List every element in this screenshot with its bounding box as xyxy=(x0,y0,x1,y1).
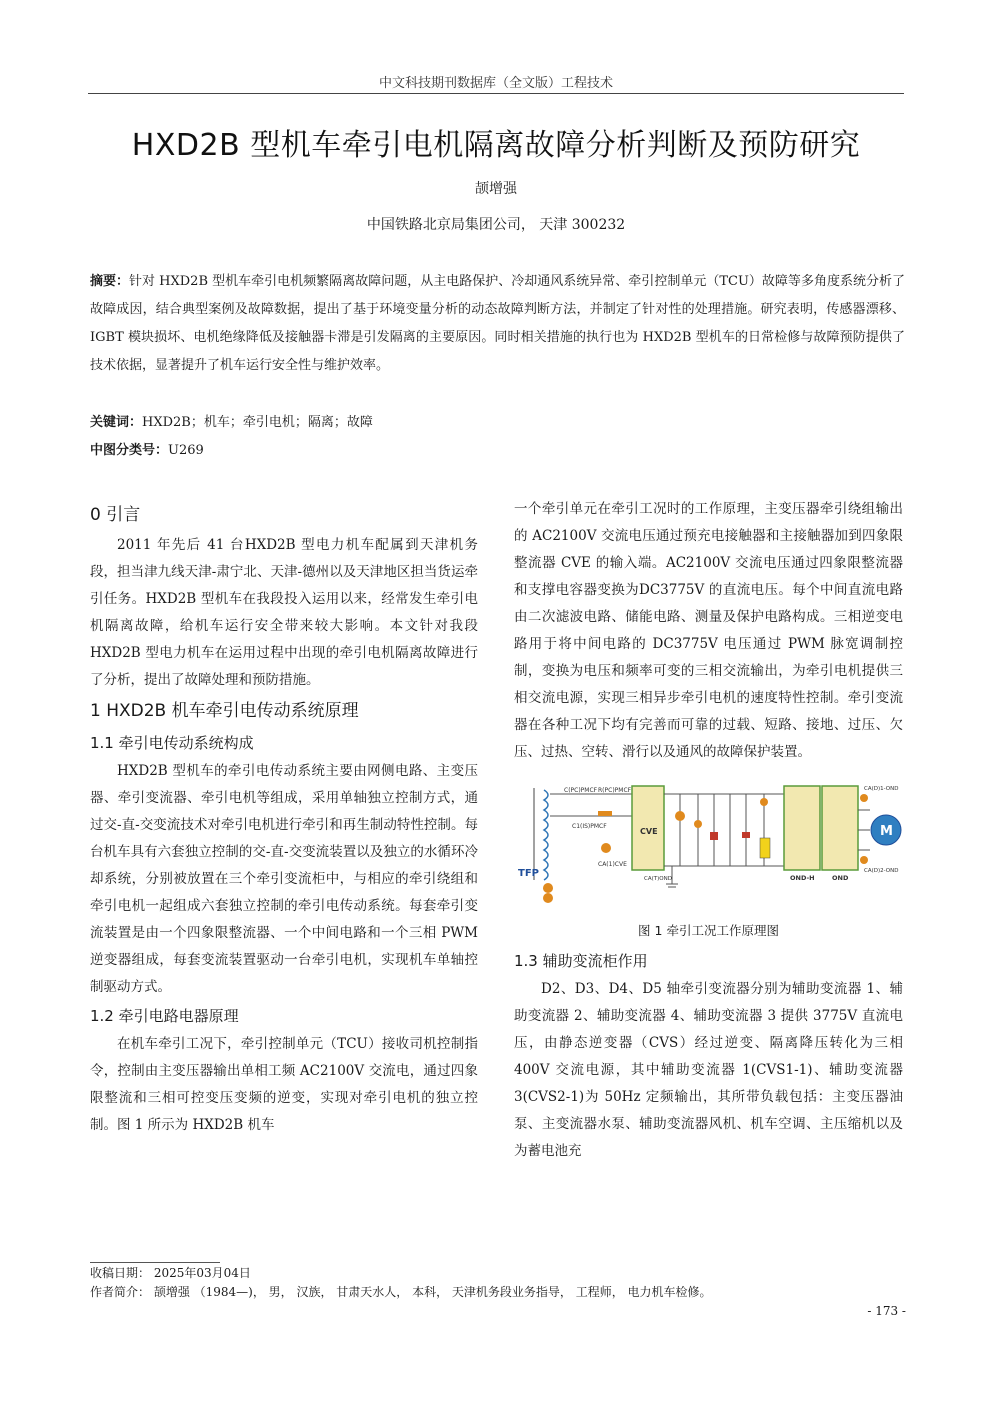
section-1-2-paragraph-continued: 一个牵引单元在牵引工况时的工作原理，主变压器牵引绕组输出的 AC2100V 交流电压通过预充电接触器和主接触器加到四象限整流器 CVE 的输入端。AC2100V 交流电压通过四象限整流器和支撑电容器变换为DC3775V 的直流电压。每个中间直流电路由二次滤波电路、储能电路、测量及保护电路构成。三相逆变电路用于将中间电路的 DC3775V 电压通过 PWM 脉宽调制控制，变换为电压和频率可变的三相交流输出，为牵引电机提供三相交流电源，实现三相异步牵引电机的速度特性控制。牵引变流器在各种工况下均有完善而可靠的过载、短路、接地、过压、欠压、过热、空转、滑行以及通风的故障保护装置。 xyxy=(514,501,903,760)
circuit-diagram xyxy=(514,780,903,912)
sensor-tfp-2 xyxy=(543,893,553,903)
cadt-label: CA(T)OND xyxy=(644,876,672,882)
sensor-motor-2 xyxy=(860,856,868,864)
ond-h-label: OND-H xyxy=(790,874,815,882)
keywords-text: HXD2B；机车；牵引电机；隔离；故障 xyxy=(142,415,373,430)
capacitor-2 xyxy=(742,832,750,838)
section-1-3-paragraph: D2、D3、D4、D5 轴牵引变流器分别为辅助变流器 1、辅助变流器 2、辅助变流器 4、辅助变流器 3 提供 3775V 直流电压，由静态逆变器（CVS）经过逆变、隔离降压转化为三相 400V 交流电源，其中辅助变流器 1(CVS1-1)、辅助变流器 3(CVS2-1)为 50Hz 定频输出，其所带负载包括：主变压器油泵、主变流器水泵、辅助变流器风机、机车空调、主压缩机以及为蓄电池充 xyxy=(514,981,903,1159)
section-1-1-heading: 1.1 牵引电传动系统构成 xyxy=(90,734,254,752)
left-column xyxy=(90,498,478,1139)
ca1-label: CA(1)CVE xyxy=(598,861,627,868)
right-column xyxy=(514,496,903,1165)
ca-d2-label: CA(D)2-OND xyxy=(864,868,899,874)
footnote-rule xyxy=(90,1262,220,1263)
section-1-1-paragraph: HXD2B 型机车的牵引电传动系统主要由网侧电路、主变压器、牵引变流器、牵引电机等组成，采用单轴独立控制方式，通过交-直-交变流技术对牵引电机进行牵引和再生制动特性控制。每台机车具有六套独立控制的交-直-交变流装置以及独立的水循环冷却系统，分别被放置在三个牵引变流柜中，与相应的牵引绕组和牵引电机一起组成六套独立控制的牵引电传动系统。每套牵引变流装置是由一个四象限整流器、一个中间电路和一个三相 PWM 逆变器组成，每套变流装置驱动一台牵引电机，实现机车单轴控制驱动方式。 xyxy=(90,763,478,995)
figure-1-caption: 图 1 牵引工况工作原理图 xyxy=(638,923,779,938)
sensor-dc-3 xyxy=(760,798,768,806)
clc-label: 中图分类号： xyxy=(90,443,169,458)
figure-1 xyxy=(514,780,903,912)
abstract-label: 摘要： xyxy=(90,274,130,289)
affiliation: 中国铁路北京局集团公司， 天津 300232 xyxy=(366,217,626,233)
abstract-text: 针对 HXD2B 型机车牵引电机频繁隔离故障问题，从主电路保护、冷却通风系统异常、牵引控制单元（TCU）故障等多角度系统分析了故障成因，结合典型案例及故障数据，提出了基于环境变量分析的动态故障判断方法，并制定了针对性的处理措施。研究表明，传感器漂移、IGBT 模块损坏、电机绝缘降低及接触器卡滞是引发隔离的主要原因。同时相关措施的执行也为 HXD2B 型机车的日常检修与故障预防提供了技术依据，显著提升了机车运行安全性与维护效率。 xyxy=(90,274,905,373)
sensor-dc-2 xyxy=(694,820,702,828)
clc-text: U269 xyxy=(168,443,204,458)
page-number: - 173 - xyxy=(867,1304,906,1318)
c-pc-label: C(PC)PMCF xyxy=(564,787,598,794)
r-pc-label: R(PC)PMCF xyxy=(598,787,632,794)
abstract xyxy=(90,268,905,380)
section-1-2-paragraph: 在机车牵引工况下，牵引控制单元（TCU）接收司机控制指令，控制由主变压器输出单相工频 AC2100V 交流电，通过四象限整流和三相可控变压变频的逆变，实现对牵引电机的独立控制。图 1 所示为 HXD2B 机车 xyxy=(90,1036,478,1133)
c1-is-label: C1(IS)PMCF xyxy=(572,823,607,830)
sensor-tfp xyxy=(543,883,553,893)
ca-d1-label: CA(D)1-OND xyxy=(864,786,899,792)
author-bio: 作者简介： 颉增强 （1984—)， 男， 汉族， 甘肃天水人， 本科， 天津机务段业务指导， 工程师， 电力机车检修。 xyxy=(90,1285,712,1299)
sensor-ca1 xyxy=(601,843,611,853)
transformer-winding xyxy=(544,790,548,880)
sensor-motor-1 xyxy=(860,794,868,802)
keywords xyxy=(90,410,905,436)
sensor-dc-1 xyxy=(675,811,685,821)
section-1-3-heading: 1.3 辅助变流柜作用 xyxy=(514,952,648,970)
tfp-label: TFP xyxy=(518,868,539,879)
received-date: 收稿日期： 2025年03月04日 xyxy=(90,1266,251,1280)
clc-number xyxy=(90,438,905,464)
author: 颉增强 xyxy=(475,181,517,197)
resistor-yellow xyxy=(760,838,770,858)
cve-label: CVE xyxy=(640,827,658,836)
section-0-heading: 0 引言 xyxy=(90,505,141,525)
header-rule xyxy=(88,93,904,94)
section-1-heading: 1 HXD2B 机车牵引电传动系统原理 xyxy=(90,701,359,721)
resistor xyxy=(598,811,612,816)
ond-label: OND xyxy=(832,874,849,882)
paper-title: HXD2B 型机车牵引电机隔离故障分析判断及预防研究 xyxy=(131,128,861,163)
footnote xyxy=(90,1264,905,1302)
capacitor-1 xyxy=(710,832,718,840)
running-header: 中文科技期刊数据库（全文版）工程技术 xyxy=(378,76,613,91)
ond-block xyxy=(822,786,858,870)
ond-h-block xyxy=(784,786,820,870)
keywords-label: 关键词： xyxy=(90,415,143,430)
section-0-paragraph: 2011 年先后 41 台HXD2B 型电力机车配属到天津机务段，担当津九线天津-肃宁北、天津-德州以及天津地区担当货运牵引任务。HXD2B 型机车在我段投入运用以来，经常发生牵引电机隔离故障，给机车运行安全带来较大影响。本文针对我段 HXD2B 型电力机车在运用过程中出现的牵引电机隔离故障进行了分析，提出了故障处理和预防措施。 xyxy=(90,537,478,688)
section-1-2-heading: 1.2 牵引电路电器原理 xyxy=(90,1007,239,1025)
motor-label: M xyxy=(880,824,893,839)
